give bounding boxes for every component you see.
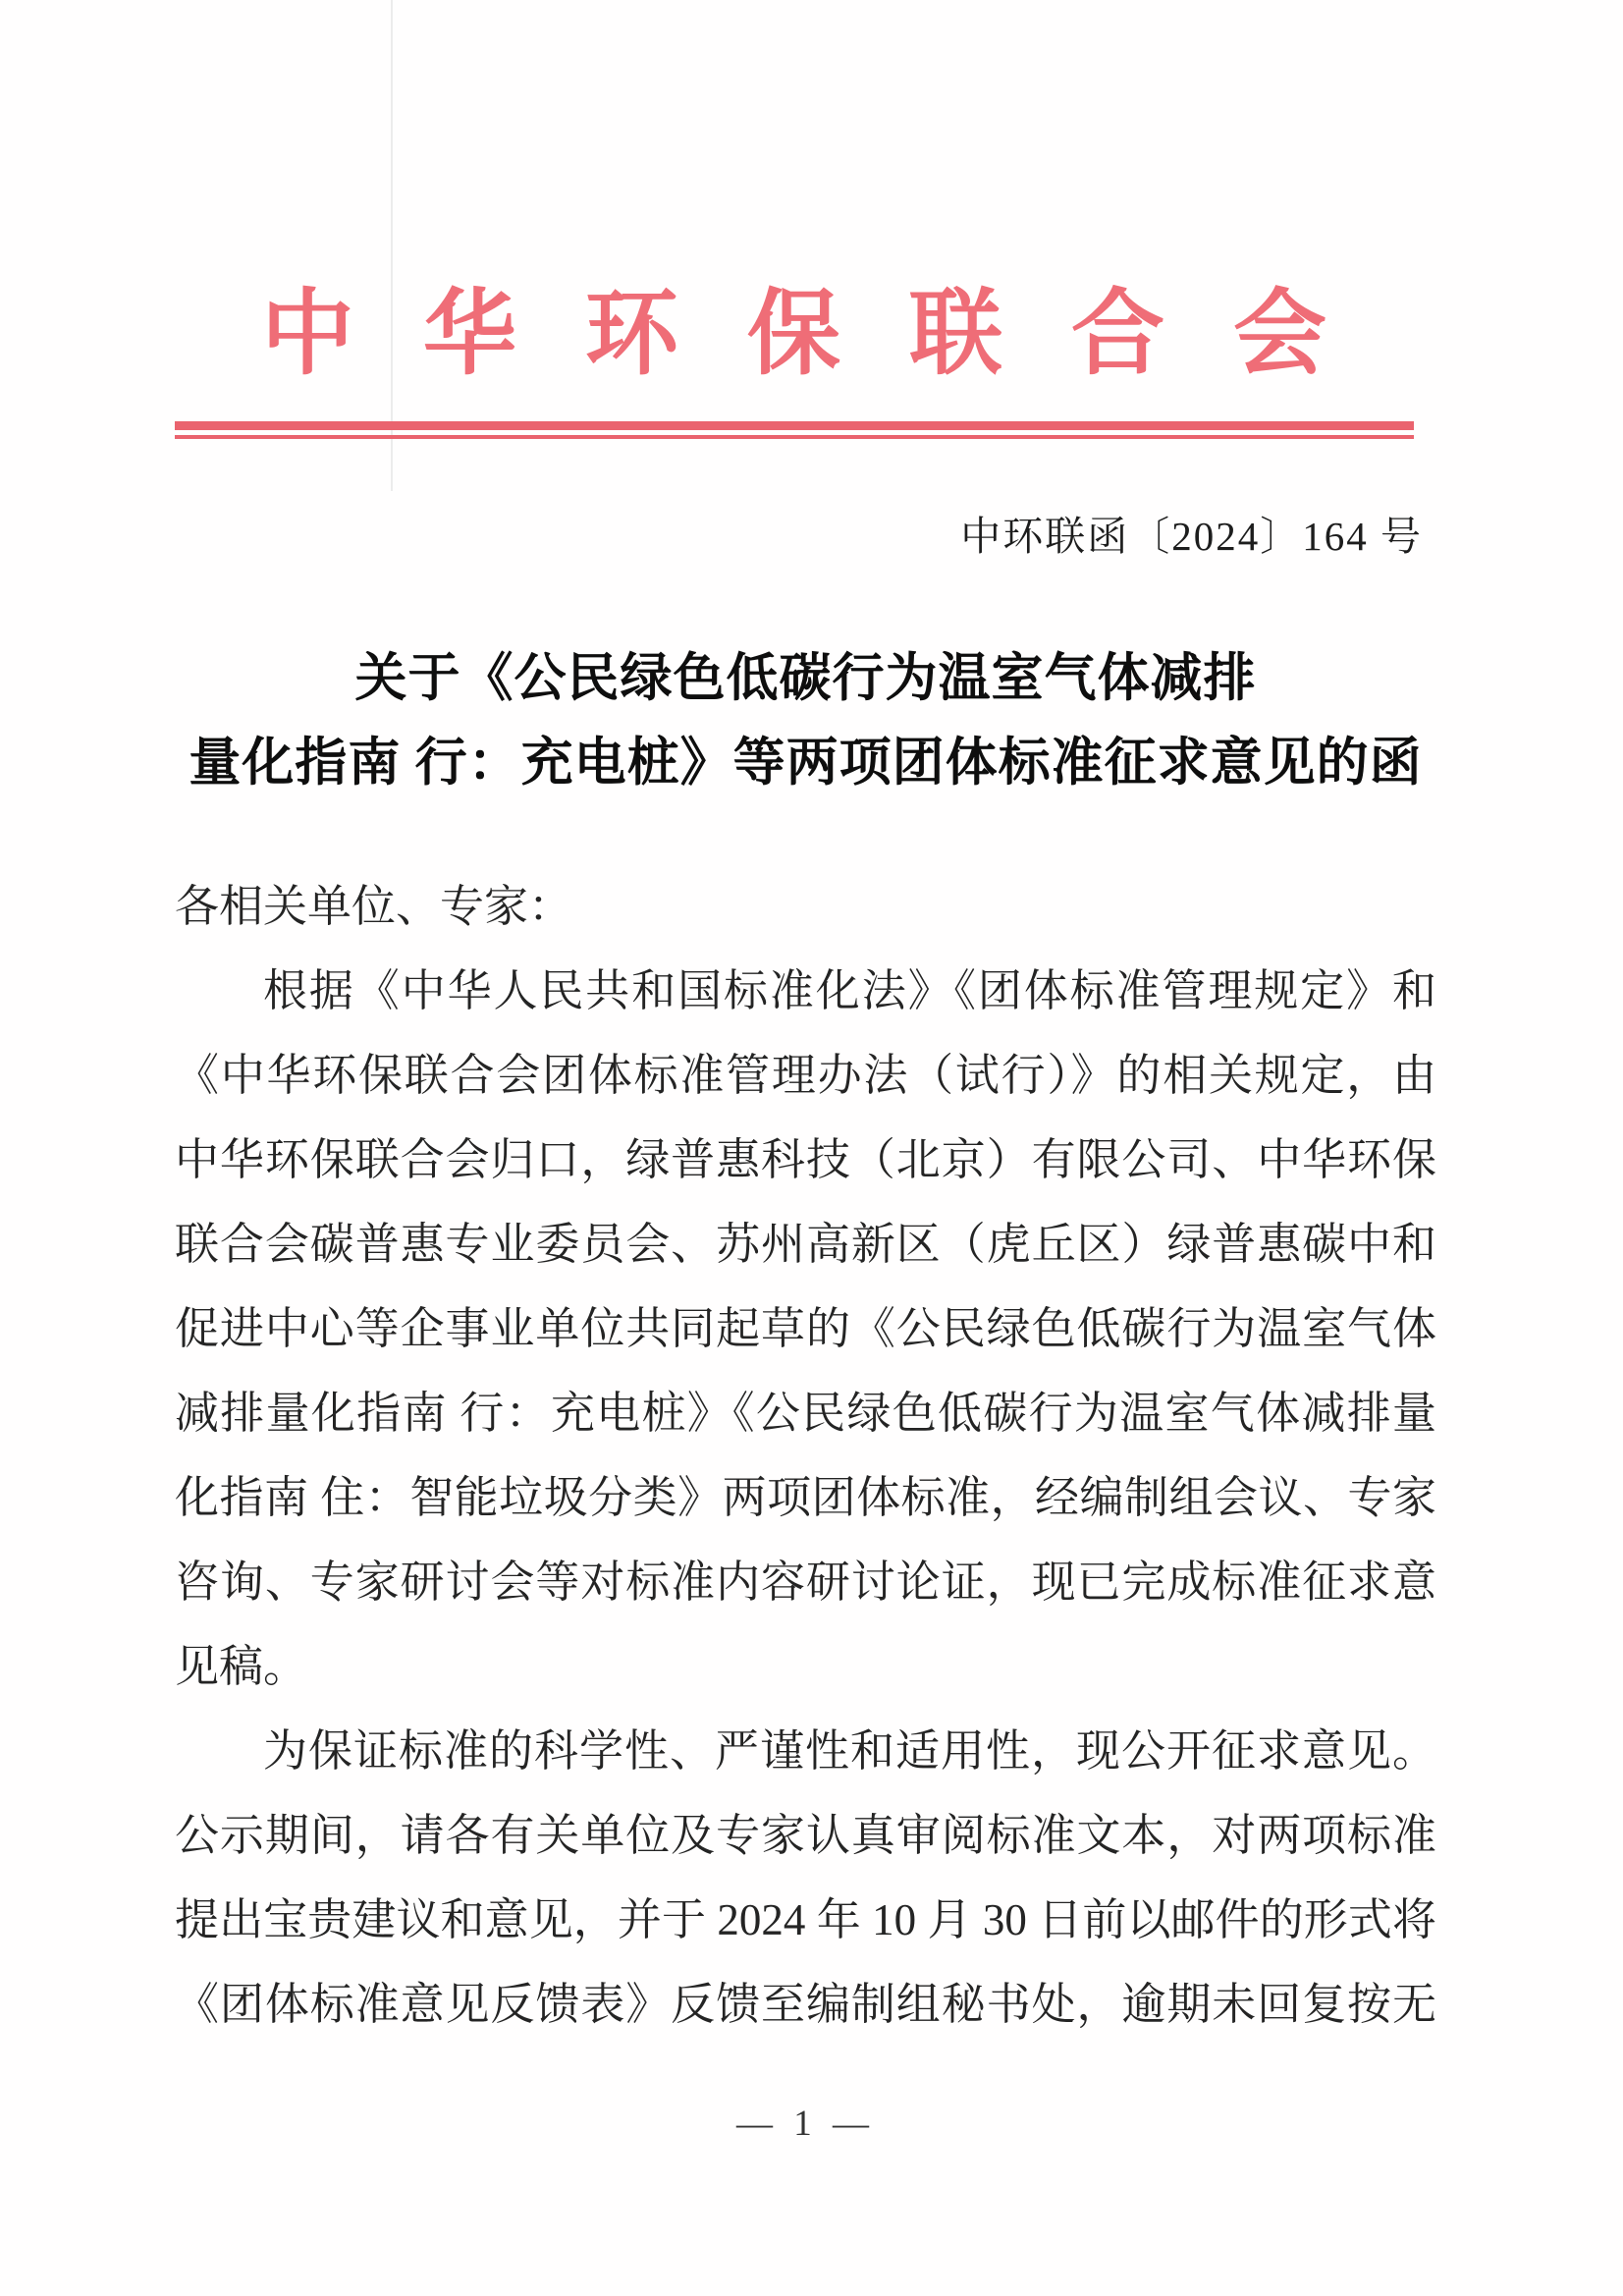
body-line: 化指南 住：智能垃圾分类》两项团体标准，经编制组会议、专家 [175, 1473, 1436, 1522]
divider-thick-line [175, 421, 1414, 430]
body-line: 促进中心等企事业单位共同起草的《公民绿色低碳行为温室气体 [175, 1304, 1436, 1353]
body-line: 为保证标准的科学性、严谨性和适用性，现公开征求意见。 [263, 1726, 1436, 1776]
body-line: 公示期间，请各有关单位及专家认真审阅标准文本，对两项标准 [175, 1811, 1436, 1860]
document-number: 中环联函〔2024〕164 号 [960, 514, 1423, 559]
body-line: 见稿。 [175, 1642, 308, 1691]
letterhead-divider [175, 421, 1414, 439]
salutation: 各相关单位、专家： [175, 882, 573, 931]
document-title-line-2: 量化指南 行：充电桩》等两项团体标准征求意见的函 [189, 735, 1423, 792]
document-title [175, 636, 1436, 805]
body-line: 减排量化指南 行：充电桩》《公民绿色低碳行为温室气体减排量 [175, 1389, 1436, 1438]
letter-content [175, 0, 1436, 2296]
letter-body [175, 864, 1436, 2047]
document-title-line-1: 关于《公民绿色低碳行为温室气体减排 [354, 650, 1257, 707]
letterhead-org-name: 中华环保联合会 [261, 282, 1396, 386]
body-line: 根据《中华人民共和国标准化法》《团体标准管理规定》和 [263, 966, 1436, 1015]
page-number: — 1 — [736, 2104, 875, 2144]
body-line: 提出宝贵建议和意见，并于 2024 年 10 月 30 日前以邮件的形式将 [175, 1895, 1436, 1944]
body-line: 《中华环保联合会团体标准管理办法（试行）》的相关规定，由 [175, 1051, 1436, 1100]
body-line: 咨询、专家研讨会等对标准内容研讨论证，现已完成标准征求意 [175, 1558, 1436, 1607]
divider-thin-line [175, 435, 1414, 439]
body-line: 《团体标准意见反馈表》反馈至编制组秘书处，逾期未回复按无 [175, 1980, 1436, 2029]
body-line: 中华环保联合会归口，绿普惠科技（北京）有限公司、中华环保 [175, 1135, 1436, 1184]
body-line: 联合会碳普惠专业委员会、苏州高新区（虎丘区）绿普惠碳中和 [175, 1220, 1436, 1269]
